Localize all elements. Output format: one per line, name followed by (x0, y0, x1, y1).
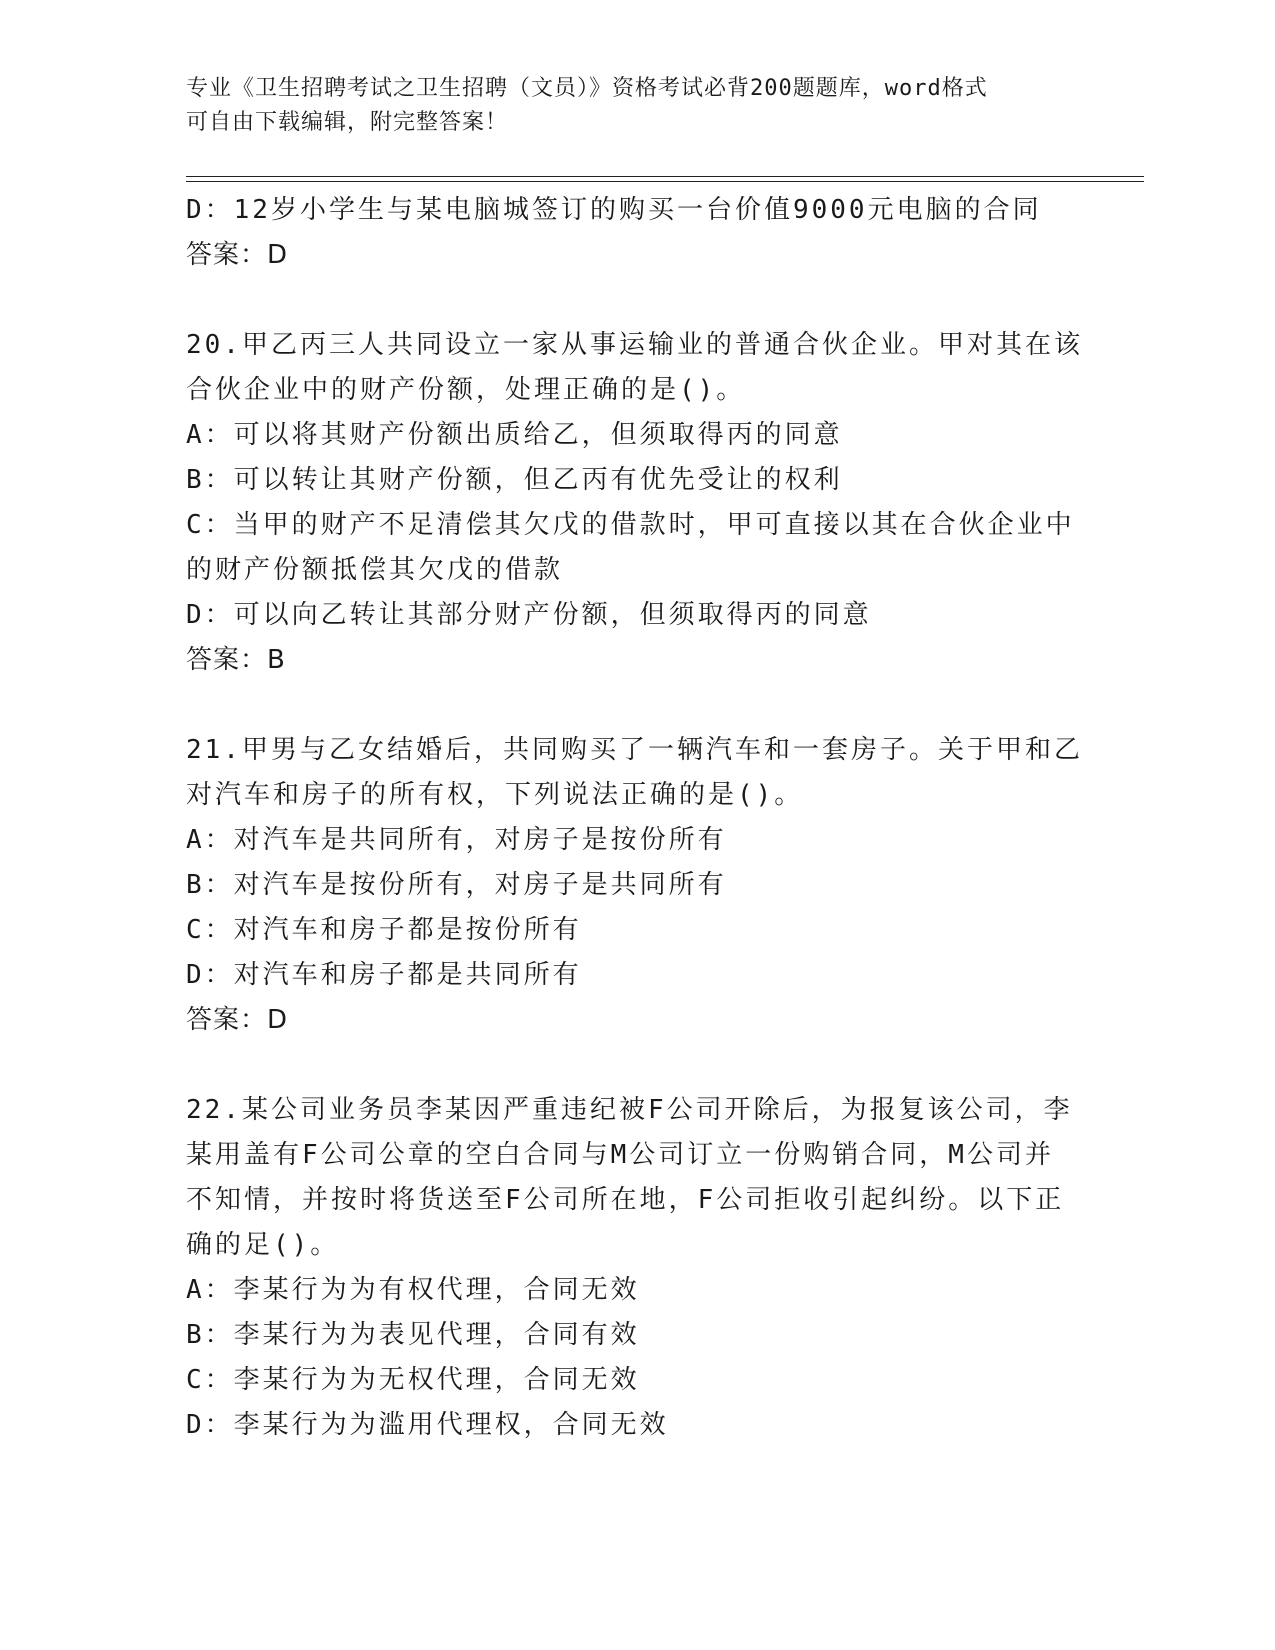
question-20 (186, 323, 1086, 683)
answer: 答案：D (186, 240, 289, 270)
question-stem: 某用盖有F公司公章的空白合同与M公司订立一份购销合同，M公司并 (186, 1140, 1054, 1170)
question-stem: 22.某公司业务员李某因严重违纪被F公司开除后，为报复该公司，李 (186, 1095, 1073, 1125)
option-a: A：可以将其财产份额出质给乙，但须取得丙的同意 (186, 420, 843, 450)
document-header (186, 72, 1066, 140)
answer: 答案：D (186, 1005, 289, 1035)
question-19-tail (186, 188, 1086, 278)
option-b: B：可以转让其财产份额，但乙丙有优先受让的权利 (186, 465, 843, 495)
option-d: D：李某行为为滥用代理权，合同无效 (186, 1410, 669, 1440)
header-divider-top (186, 176, 1144, 177)
answer: 答案：B (186, 645, 286, 675)
question-stem: 21.甲男与乙女结婚后，共同购买了一辆汽车和一套房子。关于甲和乙 (186, 735, 1083, 765)
option-c: C：李某行为为无权代理，合同无效 (186, 1365, 640, 1395)
header-line-2: 可自由下载编辑，附完整答案！ (186, 110, 509, 135)
question-stem: 合伙企业中的财产份额，处理正确的是()。 (186, 375, 746, 405)
question-stem: 对汽车和房子的所有权，下列说法正确的是()。 (186, 780, 804, 810)
question-21 (186, 728, 1086, 1043)
question-22 (186, 1088, 1086, 1448)
option-b: B：李某行为为表见代理，合同有效 (186, 1320, 640, 1350)
option-c: C：对汽车和房子都是按份所有 (186, 915, 582, 945)
question-stem: 20.甲乙丙三人共同设立一家从事运输业的普通合伙企业。甲对其在该 (186, 330, 1083, 360)
option-a: A：对汽车是共同所有，对房子是按份所有 (186, 825, 727, 855)
header-divider-bottom (186, 181, 1144, 182)
option-a: A：李某行为为有权代理，合同无效 (186, 1275, 640, 1305)
option-c: C：当甲的财产不足清偿其欠戊的借款时，甲可直接以其在合伙企业中 (186, 510, 1075, 540)
option-d: D：对汽车和房子都是共同所有 (186, 960, 582, 990)
header-line-1: 专业《卫生招聘考试之卫生招聘（文员）》资格考试必背200题题库，word格式 (186, 76, 988, 101)
question-stem: 不知情，并按时将货送至F公司所在地，F公司拒收引起纠纷。以下正 (186, 1185, 1065, 1215)
option-d: D：12岁小学生与某电脑城签订的购买一台价值9000元电脑的合同 (186, 195, 1042, 225)
option-d: D：可以向乙转让其部分财产份额，但须取得丙的同意 (186, 600, 872, 630)
question-stem: 确的足()。 (186, 1230, 340, 1260)
option-c-continued: 的财产份额抵偿其欠戊的借款 (186, 555, 564, 585)
question-list (186, 188, 1086, 1448)
option-b: B：对汽车是按份所有，对房子是共同所有 (186, 870, 727, 900)
